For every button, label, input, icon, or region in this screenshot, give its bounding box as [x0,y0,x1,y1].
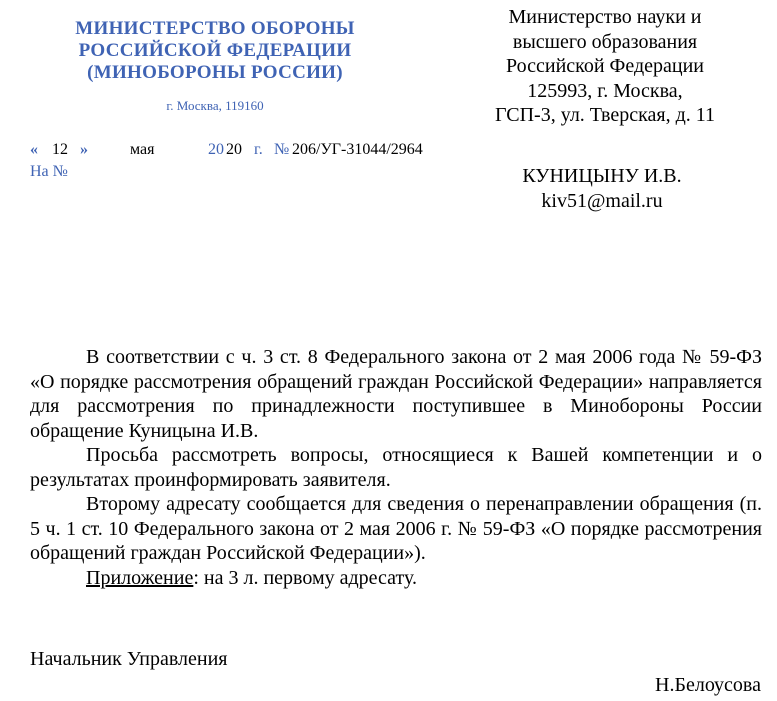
addressee-block [470,164,734,213]
attachment-label: Приложение [86,566,194,589]
attachment-paragraph [30,566,762,591]
date-year-suffix: 20 [226,141,242,158]
document-number: 206/УГ-31044/2964 [292,141,423,158]
recipient-line-2: высшего образования [512,30,698,53]
recipient-line-3: Российской Федерации [505,55,705,77]
recipient-line-1: Министерство науки и [508,6,702,28]
sender-header [30,18,400,114]
recipient-line-4: 125993, г. Москва, [527,79,683,102]
addressee-email: kiv51@mail.ru [541,189,663,212]
sender-org-line-3: (МИНОБОРОНЫ РОССИИ) [87,62,343,83]
signature-name: Н.Белоусова [655,674,761,696]
signature-title: Начальник Управления [30,648,228,670]
letter-meta [30,141,423,185]
letter-body [30,345,762,590]
sender-org-line-1: МИНИСТЕРСТВО ОБОРОНЫ [75,18,355,39]
body-paragraph-1: В соответствии с ч. 3 ст. 8 Федерального закона от 2 мая 2006 года № 59-ФЗ «О порядке рассмотрения обращений граждан Российской Федерации» направляется для рассмотрения по принадлежности поступившее в Минобороны России обращение Куницына И.В. [30,346,762,442]
body-paragraph-3: Второму адресату сообщается для сведения о перенаправлении обращения (п. 5 ч. 1 ст. 10 Федерального закона от 2 мая 2006 г. № 59-ФЗ «О порядке рассмотрения обращений граждан Российской Федерации»). [30,493,762,564]
sender-city: г. Москва, 119160 [166,98,264,113]
date-close-quote: » [80,141,88,158]
date-number-row [30,141,423,163]
reply-row [30,163,68,185]
date-year-prefix: 20 [208,141,224,158]
recipient-block [470,5,740,128]
reply-label: На № [30,163,68,180]
date-year-label: г. [254,141,263,158]
date-open-quote: « [30,141,38,158]
recipient-line-5: ГСП-3, ул. Тверская, д. 11 [494,104,716,126]
date-day: 12 [52,141,68,158]
date-month: мая [130,141,155,158]
sender-org-line-2: РОССИЙСКОЙ ФЕДЕРАЦИИ [78,40,352,61]
addressee-name: КУНИЦЫНУ И.В. [522,165,682,187]
attachment-text: : на 3 л. первому адресату. [193,566,418,589]
body-paragraph-2: Просьба рассмотреть вопросы, относящиеся к Вашей компетенции и о результатах проинформировать заявителя. [30,444,762,491]
number-label: № [274,141,290,158]
